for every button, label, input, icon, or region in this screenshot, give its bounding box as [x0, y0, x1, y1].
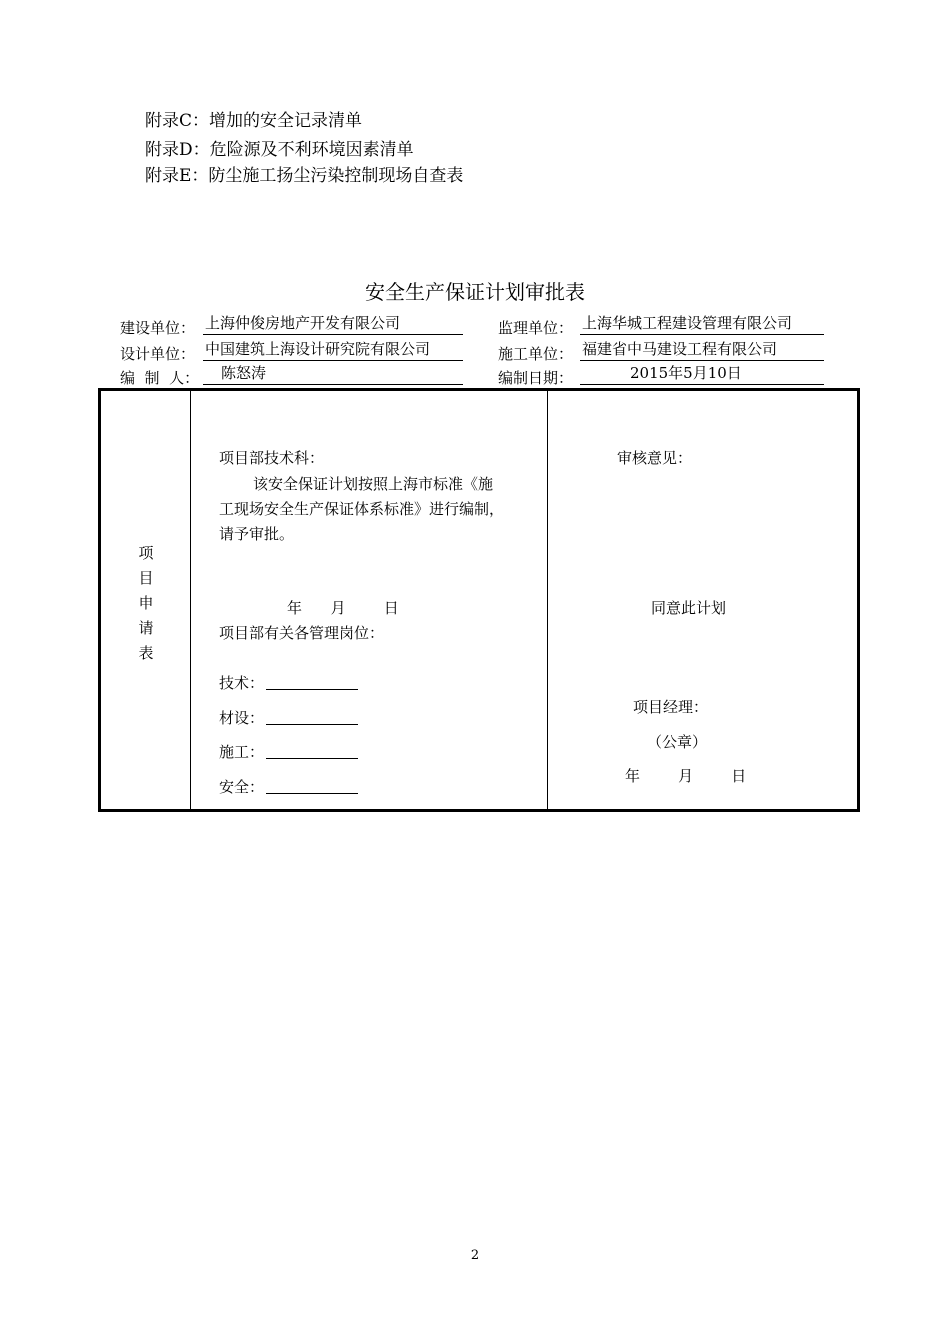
- statement-line-3: 请予审批。: [219, 525, 295, 543]
- signature-blank: [266, 744, 358, 759]
- post-technical-label: 技术：: [219, 674, 265, 692]
- contractor-label: 施工单位：: [498, 345, 574, 363]
- preparer-label: 编 制 人：: [120, 369, 200, 387]
- row-header-char: 目: [138, 569, 154, 587]
- row-header-char: 项: [138, 544, 154, 562]
- preparer-field: [203, 364, 463, 385]
- review-label: 审核意见：: [617, 449, 693, 467]
- signature-blank: [266, 675, 358, 690]
- supervisor-value: 上海华城工程建设管理有限公司: [582, 314, 793, 332]
- seal-label: （公章）: [647, 733, 708, 751]
- owner-field: [203, 314, 463, 335]
- row-header-char: 请: [138, 619, 154, 637]
- designer-value: 中国建筑上海设计研究院有限公司: [205, 340, 431, 358]
- right-date-line: 年 月 日: [625, 767, 747, 785]
- appendix-d: 附录D：危险源及不利环境因素清单: [145, 140, 414, 160]
- column-divider-2: [547, 391, 548, 809]
- appendix-c: 附录C：增加的安全记录清单: [145, 111, 363, 131]
- date-label: 编制日期：: [498, 369, 574, 387]
- signature-blank: [266, 710, 358, 725]
- contractor-value: 福建省中马建设工程有限公司: [582, 340, 778, 358]
- review-opinion: 同意此计划: [651, 599, 727, 617]
- approval-table: [98, 388, 860, 812]
- post-technical: [219, 672, 358, 693]
- post-materials-label: 材设：: [219, 709, 265, 727]
- date-field: [580, 364, 824, 385]
- post-materials: [219, 707, 358, 728]
- left-date-line: 年 月 日: [287, 599, 399, 617]
- row-header: [101, 541, 191, 666]
- designer-field: [203, 340, 463, 361]
- post-safety-label: 安全：: [219, 778, 265, 796]
- signature-blank: [266, 779, 358, 794]
- row-header-char: 申: [138, 594, 154, 612]
- supervisor-label: 监理单位：: [498, 319, 574, 337]
- date-value: 2015年5月10日: [630, 364, 742, 382]
- contractor-field: [580, 340, 824, 361]
- form-title: 安全生产保证计划审批表: [365, 280, 585, 304]
- dept-label: 项目部技术科：: [219, 449, 325, 467]
- preparer-value: 陈怒涛: [221, 364, 267, 382]
- manager-label: 项目经理：: [633, 698, 709, 716]
- post-construction-label: 施工：: [219, 743, 265, 761]
- owner-value: 上海仲俊房地产开发有限公司: [205, 314, 401, 332]
- appendix-e: 附录E：防尘施工扬尘污染控制现场自查表: [145, 166, 464, 186]
- statement-line-1: 该安全保证计划按照上海市标准《施: [253, 475, 494, 493]
- statement-line-2: 工现场安全生产保证体系标准》进行编制，: [219, 500, 505, 518]
- posts-label: 项目部有关各管理岗位：: [219, 624, 385, 642]
- designer-label: 设计单位：: [120, 345, 196, 363]
- post-construction: [219, 741, 358, 762]
- page-number: 2: [470, 1248, 480, 1263]
- supervisor-field: [580, 314, 824, 335]
- row-header-char: 表: [138, 644, 154, 662]
- post-safety: [219, 776, 358, 797]
- owner-label: 建设单位：: [120, 319, 196, 337]
